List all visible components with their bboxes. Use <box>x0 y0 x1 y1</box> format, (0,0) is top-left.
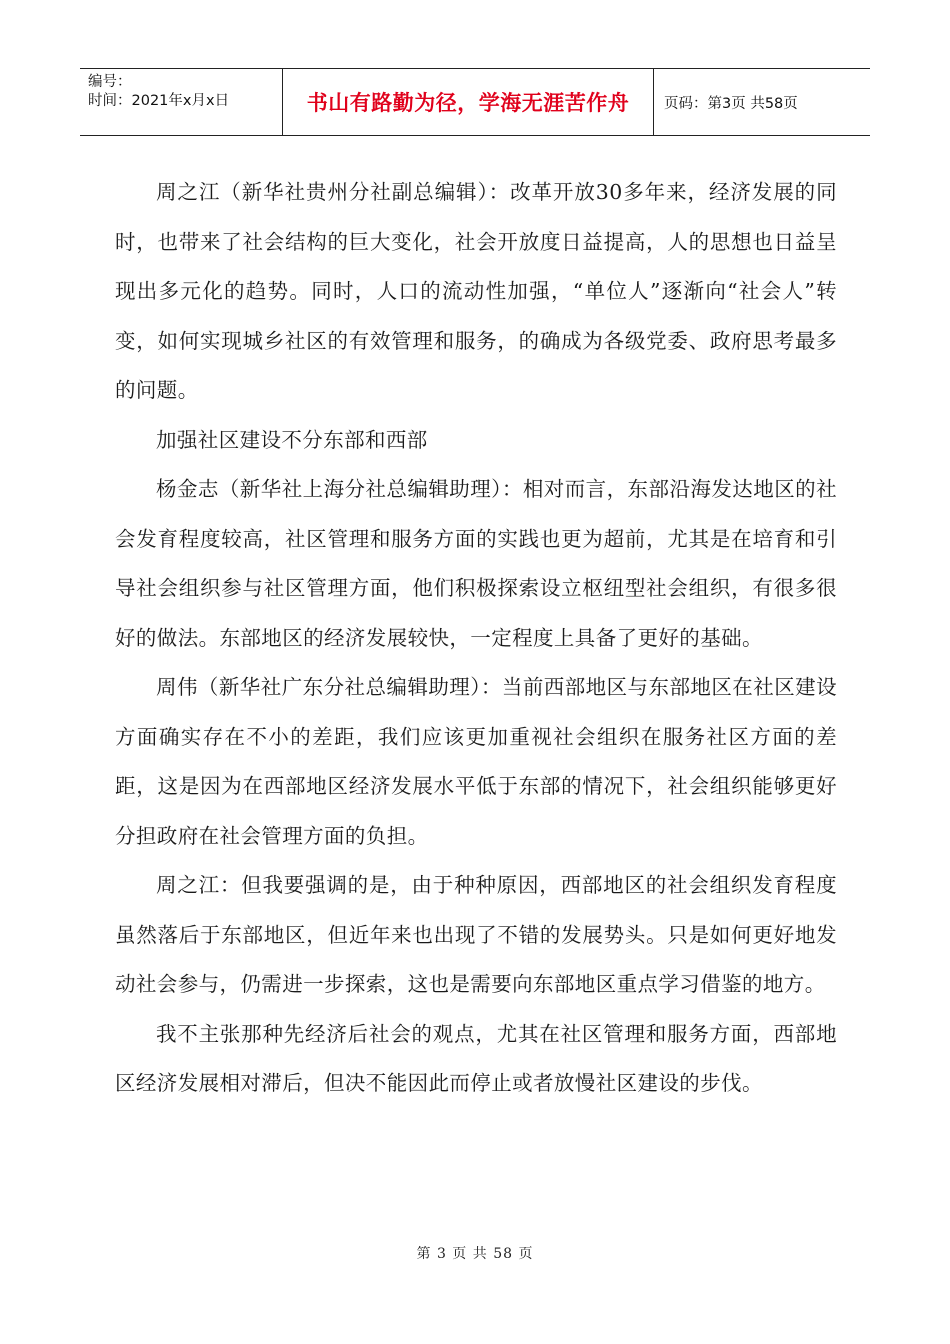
paragraph: 周之江（新华社贵州分社副总编辑）：改革开放30多年来，经济发展的同时，也带来了社会结构的巨大变化，社会开放度日益提高，人的思想也日益呈现出多元化的趋势。同时，人口的流动性加强，“单位人”逐渐向“社会人”转变，如何实现城乡社区的有效管理和服务，的确成为各级党委、政府思考最多的问题。 <box>115 180 837 402</box>
paragraph: 周伟（新华社广东分社总编辑助理）：当前西部地区与东部地区在社区建设方面确实存在不小的差距，我们应该更加重视社会组织在服务社区方面的差距，这是因为在西部地区经济发展水平低于东部的情况下，社会组织能够更好分担政府在社会管理方面的负担。 <box>115 675 837 848</box>
paragraph: 我不主张那种先经济后社会的观点，尤其在社区管理和服务方面，西部地区经济发展相对滞后，但决不能因此而停止或者放慢社区建设的步伐。 <box>115 1021 837 1095</box>
header-motto: 书山有路勤为径，学海无涯苦作舟 <box>282 69 654 135</box>
header-page-info: 页码：第3页 共58页 <box>664 95 798 112</box>
page-footer: 第 3 页 共 58 页 <box>416 1246 534 1262</box>
document-time-label: 时间：2021年x月x日 <box>88 93 230 109</box>
paragraph: 周之江：但我要强调的是，由于种种原因，西部地区的社会组织发育程度虽然落后于东部地区，但近年来也出现了不错的发展势头。只是如何更好地发动社会参与，仍需进一步探索，这也是需要向东部地区重点学习借鉴的地方。 <box>115 873 837 996</box>
document-body <box>115 168 837 1109</box>
document-number-label: 编号： <box>88 74 132 90</box>
section-heading: 加强社区建设不分东部和西部 <box>156 427 428 452</box>
page-header <box>80 68 870 136</box>
header-meta <box>80 69 282 135</box>
paragraph: 杨金志（新华社上海分社总编辑助理）：相对而言，东部沿海发达地区的社会发育程度较高，社区管理和服务方面的实践也更为超前，尤其是在培育和引导社会组织参与社区管理方面，他们积极探索设立枢纽型社会组织，有很多很好的做法。东部地区的经济发展较快，一定程度上具备了更好的基础。 <box>115 477 837 650</box>
